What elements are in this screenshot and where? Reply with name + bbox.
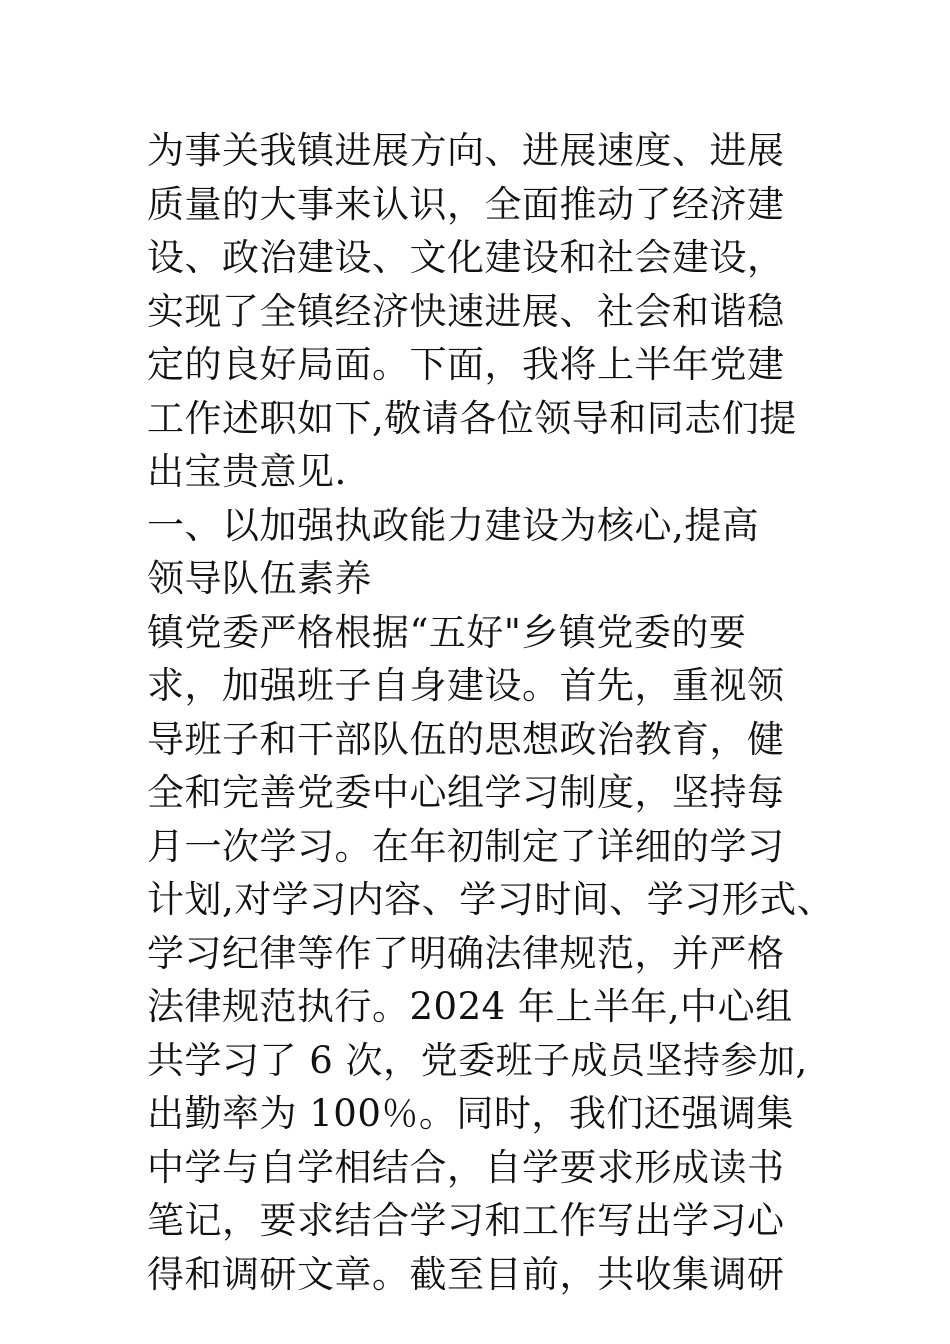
text-line: 笔记，要求结合学习和工作写出学习心 bbox=[147, 1199, 785, 1242]
text-line: 出宝贵意见. bbox=[147, 450, 347, 493]
text-line: 工作述职如下,敬请各位领导和同志们提 bbox=[147, 396, 797, 440]
text-line: 全和完善党委中心组学习制度，坚持每 bbox=[147, 771, 785, 814]
body-text bbox=[147, 124, 835, 1301]
text-line: 法律规范执行。2024 年上半年,中心组 bbox=[147, 985, 793, 1028]
text-line: 质量的大事来认识，全面推动了经济建 bbox=[147, 182, 785, 226]
text-line: 计划,对学习内容、学习时间、学习形式、 bbox=[147, 878, 835, 921]
text-line: 定的良好局面。下面，我将上半年党建 bbox=[147, 343, 785, 386]
text-line: 月一次学习。在年初制定了详细的学习 bbox=[147, 824, 785, 868]
text-line: 学习纪律等作了明确法律规范，并严格 bbox=[147, 931, 785, 975]
text-line: 共学习了 6 次，党委班子成员坚持参加, bbox=[147, 1038, 808, 1082]
section-heading-line: 一、以加强执政能力建设为核心,提高 bbox=[147, 503, 760, 547]
text-line: 设、政治建设、文化建设和社会建设， bbox=[147, 236, 785, 279]
section-heading-line: 领导队伍素养 bbox=[147, 557, 372, 600]
text-line: 出勤率为 100％。同时，我们还强调集 bbox=[147, 1092, 794, 1135]
text-line: 实现了全镇经济快速进展、社会和谐稳 bbox=[147, 289, 785, 333]
text-line: 为事关我镇进展方向、进展速度、进展 bbox=[147, 129, 785, 172]
text-line: 中学与自学相结合，自学要求形成读书 bbox=[147, 1145, 785, 1189]
text-line: 得和调研文章。截至目前，共收集调研 bbox=[147, 1252, 785, 1296]
text-line: 镇党委严格根据“五好"乡镇党委的要 bbox=[147, 610, 747, 654]
text-line: 导班子和干部队伍的思想政治教育，健 bbox=[147, 717, 785, 761]
text-line: 求，加强班子自身建设。首先，重视领 bbox=[147, 664, 785, 707]
